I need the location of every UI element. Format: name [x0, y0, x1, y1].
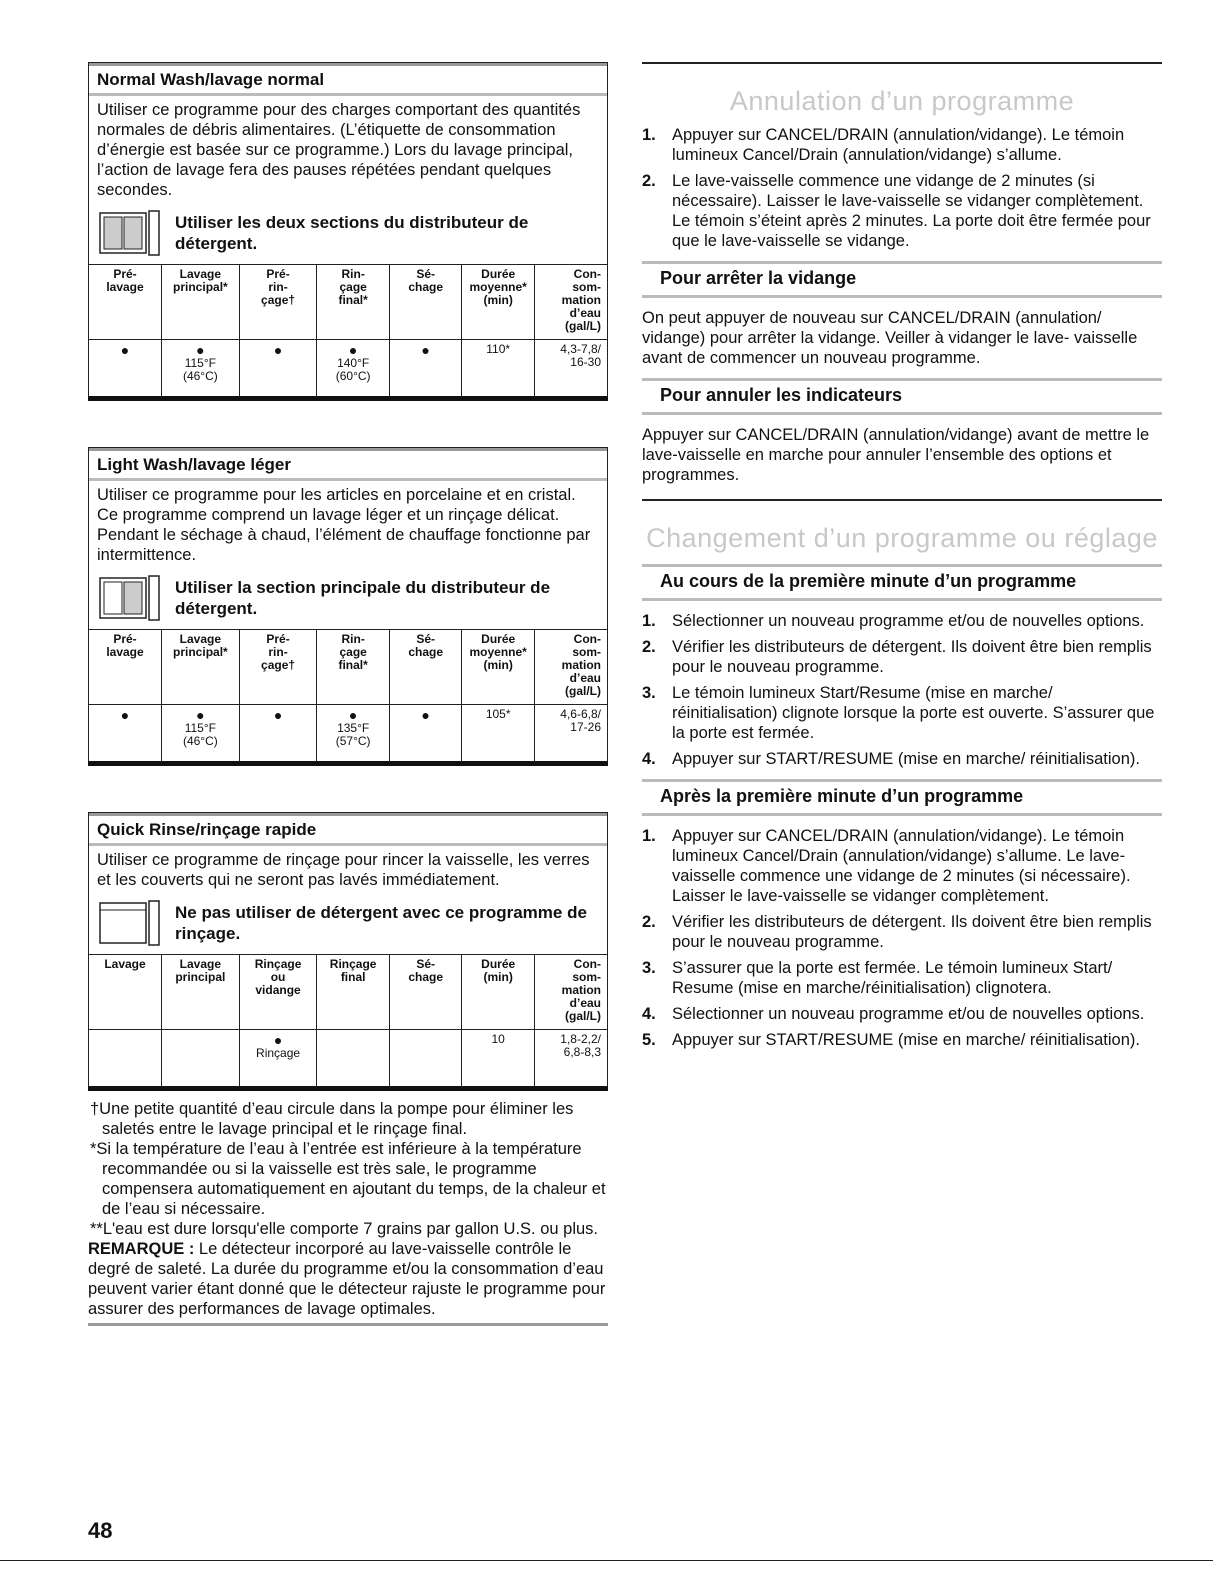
step-text: Vérifier les distributeurs de détergent. Ils doivent être bien remplis pour le nouveau programme. — [672, 913, 1152, 951]
spec-header: Con- som- mation d’eau (gal/L) — [534, 265, 607, 340]
spec-header: Sé- chage — [389, 955, 462, 1030]
spec-header: Sé- chage — [389, 630, 462, 705]
step-text: Appuyer sur CANCEL/DRAIN (annulation/vidange). Le témoin lumineux Cancel/Drain (annulation/vidange) s’allume. Le lave- vaisselle commence une vidange de 2 minutes (si nécessaire). Laisser le lave-vaisselle se vidanger complètement. — [672, 827, 1131, 905]
detergent-dispenser-icon — [99, 210, 161, 256]
detergent-instruction — [89, 896, 607, 955]
program-spec-table — [89, 955, 607, 1086]
program-description: Utiliser ce programme pour les articles en porcelaine et en cristal. Ce programme comprend un lavage léger et un rinçage délicat. Pendant le séchage à chaud, l’élément de chauffage fonctionne par intermittence. — [97, 486, 591, 564]
list-item: 1. Appuyer sur CANCEL/DRAIN (annulation/vidange). Le témoin lumineux Cancel/Drain (annulation/vidange) s’allume. — [642, 125, 1162, 165]
step-text: Appuyer sur START/RESUME (mise en marche/ réinitialisation). — [672, 1031, 1140, 1049]
remark — [88, 1239, 608, 1319]
footer-rule — [0, 1560, 1213, 1561]
cancel-section-title: Annulation d’un programme — [729, 86, 1075, 116]
footnote-double-asterisk: **L'eau est dure lorsqu'elle comporte 7 grains par gallon U.S. ou plus. — [90, 1220, 599, 1238]
step-text: Sélectionner un nouveau programme et/ou de nouvelles options. — [672, 1005, 1145, 1023]
program-light-wash — [88, 447, 608, 766]
spec-value: ● — [389, 340, 462, 397]
program-normal-wash — [88, 62, 608, 401]
spec-header: Pré- lavage — [89, 265, 162, 340]
spec-value: ● — [239, 705, 317, 762]
spec-value: ● — [89, 340, 162, 397]
detergent-dispenser-icon — [99, 575, 161, 621]
spec-value: 4,6-6,8/ 17-26 — [560, 707, 601, 734]
list-item: 2. Vérifier les distributeurs de détergent. Ils doivent être bien remplis pour le nouveau programme. — [642, 912, 1162, 952]
spec-header: Lavage principal* — [162, 630, 240, 705]
cancel-steps — [642, 125, 1162, 251]
spec-header: Durée moyenne* (min) — [462, 265, 535, 340]
spec-value: 110* — [462, 340, 535, 397]
spec-value: 1,8-2,2/ 6,8-8,3 — [560, 1032, 601, 1059]
footnote-asterisk: *Si la température de l’eau à l’entrée est inférieure à la température recommandée ou si la vaisselle est très sale, le programme compensera automatiquement en ajoutant du temps, de la chaleur et de l’eau si nécessaire. — [90, 1140, 606, 1218]
program-quick-rinse — [88, 812, 608, 1091]
program-bottom-rule — [88, 396, 608, 401]
spec-value: ● — [239, 340, 317, 397]
spec-header: Rinçage final — [317, 955, 390, 1030]
spec-header: Lavage principal* — [162, 265, 240, 340]
list-item: 3. S’assurer que la porte est fermée. Le témoin lumineux Start/ Resume (mise en marche/réinitialisation) clignotera. — [642, 958, 1162, 998]
detergent-instruction — [89, 571, 607, 630]
list-item: 4. Sélectionner un nouveau programme et/ou de nouvelles options. — [642, 1005, 1145, 1023]
spec-header: Rin- çage final* — [317, 630, 390, 705]
detergent-instruction — [89, 206, 607, 265]
spec-value: 10 — [462, 1030, 535, 1087]
spec-header: Con- som- mation d’eau (gal/L) — [534, 630, 607, 705]
footnote-dagger: †Une petite quantité d’eau circule dans la pompe pour éliminer les saletés entre le lavage principal et le rinçage final. — [90, 1100, 574, 1138]
left-column — [88, 62, 608, 1326]
list-item: 4. Appuyer sur START/RESUME (mise en marche/ réinitialisation). — [642, 750, 1140, 768]
spec-value: ● 115°F (46°C) — [162, 705, 240, 762]
first-minute-title: Au cours de la première minute d’un programme — [642, 564, 1162, 601]
program-description: Utiliser ce programme de rinçage pour rincer la vaisselle, les verres et les couverts qui ne seront pas lavés immédiatement. — [97, 851, 590, 889]
spec-header: Lavage principal — [162, 955, 240, 1030]
program-title: Quick Rinse/rinçage rapide — [89, 813, 607, 846]
spec-header: Pré- rin- çage† — [239, 265, 317, 340]
section-end-rule — [88, 1323, 608, 1326]
spec-value-row — [89, 705, 607, 762]
remark-label: REMARQUE : — [88, 1240, 195, 1258]
spec-value: 4,3-7,8/ 16-30 — [560, 342, 601, 369]
program-bottom-rule — [88, 1086, 608, 1091]
spec-header: Pré- rin- çage† — [239, 630, 317, 705]
spec-value-row — [89, 340, 607, 397]
program-title: Light Wash/lavage léger — [89, 448, 607, 481]
spec-header: Sé- chage — [389, 265, 462, 340]
spec-value: ● 140°F (60°C) — [317, 340, 390, 397]
spec-value — [89, 1030, 162, 1087]
program-description: Utiliser ce programme pour des charges comportant des quantités normales de débris alimentaires. (L’étiquette de consommation d’énergie est basée sur ce programme.) Lors du lavage principal, l’action de lavage fera des pauses répétées pendant quelques secondes. — [97, 101, 581, 199]
spec-header: Durée (min) — [462, 955, 535, 1030]
list-item: 1. Sélectionner un nouveau programme et/ou de nouvelles options. — [642, 612, 1145, 630]
spec-value — [389, 1030, 462, 1087]
list-item: 2. Vérifier les distributeurs de détergent. Ils doivent être bien remplis pour le nouveau programme. — [642, 637, 1162, 677]
section-separator — [642, 499, 1162, 501]
right-column — [642, 62, 1162, 1056]
list-item: 1. Appuyer sur CANCEL/DRAIN (annulation/vidange). Le témoin lumineux Cancel/Drain (annulation/vidange) s’allume. Le lave- vaisselle commence une vidange de 2 minutes (si nécessaire). Laisser le lave-vaisselle se vidanger complètement. — [642, 826, 1162, 906]
step-text: Appuyer sur CANCEL/DRAIN (annulation/vidange). Le témoin lumineux Cancel/Drain (annulation/vidange) s’allume. — [672, 126, 1125, 164]
spec-header: Rinçage ou vidange — [239, 955, 317, 1030]
spec-value: ● — [389, 705, 462, 762]
program-spec-table — [89, 265, 607, 396]
spec-header: Pré- lavage — [89, 630, 162, 705]
after-minute-steps — [642, 826, 1162, 1050]
step-text: Appuyer sur START/RESUME (mise en marche/ réinitialisation). — [672, 750, 1140, 768]
list-item: 3. Le témoin lumineux Start/Resume (mise en marche/ réinitialisation) clignote lorsque la porte est ouverte. S’assurer que la porte est fermée. — [642, 683, 1162, 743]
detergent-text: Utiliser la section principale du distributeur de détergent. — [175, 578, 551, 618]
spec-header-row — [89, 955, 607, 1030]
spec-header-row — [89, 630, 607, 705]
detergent-text: Ne pas utiliser de détergent avec ce programme de rinçage. — [175, 903, 587, 943]
spec-value: 105* — [462, 705, 535, 762]
step-text: Le témoin lumineux Start/Resume (mise en marche/ réinitialisation) clignote lorsque la porte est ouverte. S’assurer que la porte est fermée. — [672, 684, 1155, 742]
footnotes — [88, 1099, 608, 1319]
spec-value — [162, 1030, 240, 1087]
program-title: Normal Wash/lavage normal — [89, 63, 607, 96]
spec-header: Durée moyenne* (min) — [462, 630, 535, 705]
stop-drain-text: On peut appuyer de nouveau sur CANCEL/DRAIN (annulation/ vidange) pour arrêter la vidange. Veiller à vidanger le lave- vaisselle avant de commencer un nouveau programme. — [642, 309, 1138, 367]
stop-drain-title: Pour arrêter la vidange — [642, 261, 1162, 298]
first-minute-steps — [642, 611, 1162, 769]
cancel-indicators-title: Pour annuler les indicateurs — [642, 378, 1162, 415]
step-text: Vérifier les distributeurs de détergent. Ils doivent être bien remplis pour le nouveau programme. — [672, 638, 1152, 676]
list-item: 2. Le lave-vaisselle commence une vidange de 2 minutes (si nécessaire). Laisser le lave-vaisselle se vidanger complètement. Le témoin s’éteint après 2 minutes. La porte doit être fermée pour que le lave-vaisselle se vidange. — [642, 171, 1162, 251]
spec-value-row — [89, 1030, 607, 1087]
spec-value: ● Rinçage — [239, 1030, 317, 1087]
spec-value: ● — [89, 705, 162, 762]
detergent-dispenser-icon — [99, 900, 161, 946]
spec-value: ● 115°F (46°C) — [162, 340, 240, 397]
step-text: Sélectionner un nouveau programme et/ou de nouvelles options. — [672, 612, 1145, 630]
page-number: 48 — [88, 1518, 113, 1543]
after-minute-title: Après la première minute d’un programme — [642, 779, 1162, 816]
top-rule — [642, 62, 1162, 64]
cancel-indicators-text: Appuyer sur CANCEL/DRAIN (annulation/vidange) avant de mettre le lave-vaisselle en marche pour annuler l’ensemble des options et programmes. — [642, 426, 1150, 484]
spec-value: ● 135°F (57°C) — [317, 705, 390, 762]
detergent-text: Utiliser les deux sections du distributeur de détergent. — [175, 213, 529, 253]
spec-header: Con- som- mation d’eau (gal/L) — [534, 955, 607, 1030]
spec-header-row — [89, 265, 607, 340]
remark-text: Le détecteur incorporé au lave-vaisselle contrôle le degré de saleté. La durée du programme et/ou la consommation d’eau peuvent varier étant donné que le détecteur rajuste le programme pour assurer des performances de lavage optimales. — [88, 1240, 606, 1318]
change-section-title: Changement d’un programme ou réglage — [646, 523, 1158, 553]
step-text: S’assurer que la porte est fermée. Le témoin lumineux Start/ Resume (mise en marche/réinitialisation) clignotera. — [672, 959, 1113, 997]
list-item: 5. Appuyer sur START/RESUME (mise en marche/ réinitialisation). — [642, 1031, 1140, 1049]
step-text: Le lave-vaisselle commence une vidange de 2 minutes (si nécessaire). Laisser le lave-vaisselle se vidanger complètement. Le témoin s’éteint après 2 minutes. La porte doit être fermée pour que le lave-vaisselle se vidange. — [672, 172, 1151, 250]
program-spec-table — [89, 630, 607, 761]
program-bottom-rule — [88, 761, 608, 766]
spec-header: Lavage — [89, 955, 162, 1030]
spec-value — [317, 1030, 390, 1087]
spec-header: Rin- çage final* — [317, 265, 390, 340]
